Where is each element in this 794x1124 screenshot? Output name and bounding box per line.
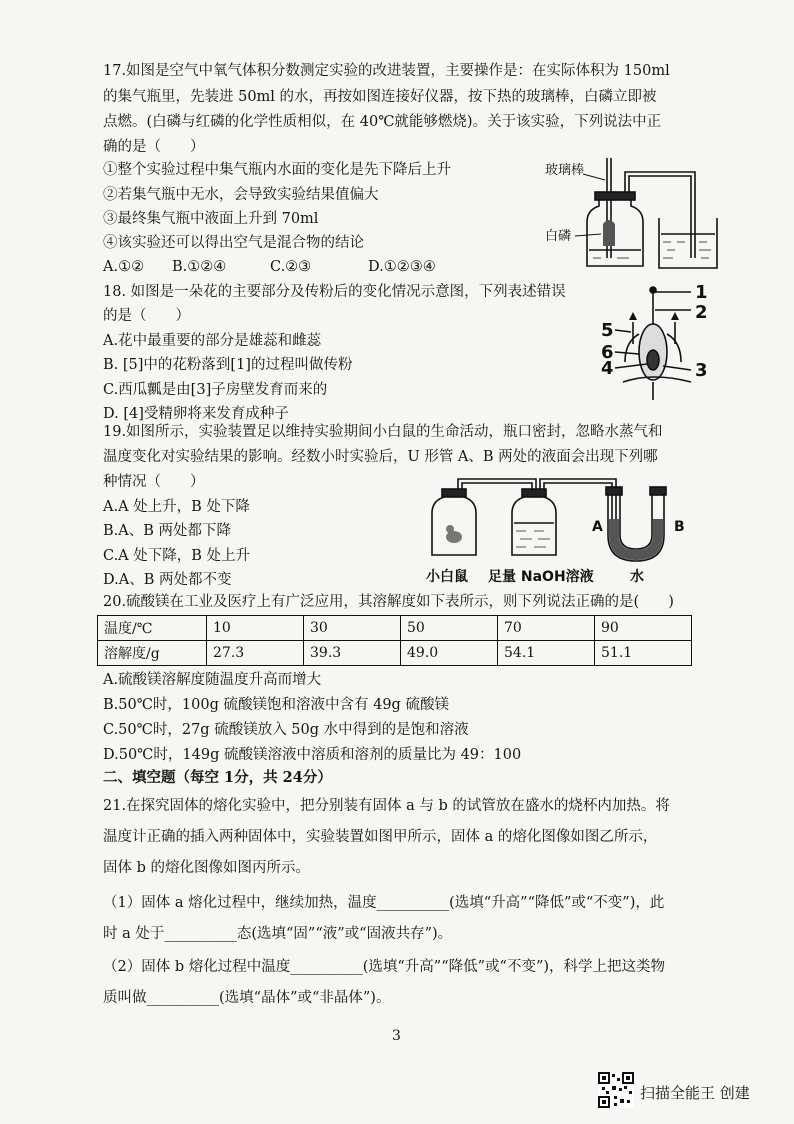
table-cell: 54.1 — [498, 641, 595, 666]
table-row — [98, 641, 692, 666]
q18-line-2: 的是（ ） — [103, 308, 190, 324]
q19-line-2: 温度变化对实验结果的影响。经数小时实验后，U 形管 A、B 两处的液面会出现下列哪 — [103, 449, 658, 465]
table-cell: 30 — [304, 616, 401, 641]
table-cell: 90 — [595, 616, 692, 641]
qr-code-icon — [598, 1072, 634, 1108]
table-cell: 50 — [401, 616, 498, 641]
q17-rod-label: 玻璃棒 — [545, 163, 585, 178]
table-cell: 39.3 — [304, 641, 401, 666]
scanner-brand-text: 扫描全能王 创建 — [640, 1084, 750, 1102]
q19-water-label: 水 — [630, 569, 644, 585]
q17-statement-4: ④该实验还可以得出空气是混合物的结论 — [103, 235, 364, 251]
section-title: 二、填空题（每空 1分，共 24分） — [103, 769, 332, 786]
q18-label-2: 2 — [695, 302, 708, 323]
q21-part-2-line-2: 质叫做__________(选填“晶体”或“非晶体”)。 — [103, 990, 391, 1006]
q18-option-b: B. [5]中的花粉落到[1]的过程叫做传粉 — [103, 357, 353, 373]
q19-option-a: A.A 处上升，B 处下降 — [103, 499, 250, 515]
q19-mouse-label: 小白鼠 — [426, 569, 468, 585]
q17-option-a: A.①② — [103, 259, 145, 275]
q17-option-b: B.①②④ — [172, 259, 227, 275]
q18-flower-figure — [595, 282, 725, 407]
table-header-temperature: 温度/℃ — [98, 616, 207, 641]
q21-line-3: 固体 b 的熔化图像如图丙所示。 — [103, 860, 310, 876]
q21-line-1: 21.在探究固体的熔化实验中，把分别装有固体 a 与 b 的试管放在盛水的烧杯内加热。将 — [103, 798, 670, 814]
q18-option-c: C.西瓜瓤是由[3]子房壁发育而来的 — [103, 382, 328, 398]
q17-line-2: 的集气瓶里，先装进 50ml 的水，再按如图连接好仪器，按下热的玻璃棒，白磷立即被 — [103, 89, 657, 105]
q19-option-d: D.A、B 两处都不变 — [103, 572, 232, 588]
q17-option-d: D.①②③④ — [368, 259, 436, 275]
table-cell: 70 — [498, 616, 595, 641]
q17-line-3: 点燃。(白磷与红磷的化学性质相似，在 40℃就能够燃烧)。关于该实验，下列说法中正 — [103, 114, 662, 130]
q18-option-a: A.花中最重要的部分是雄蕊和雌蕊 — [103, 333, 322, 349]
page-number: 3 — [392, 1028, 401, 1044]
table-cell: 10 — [207, 616, 304, 641]
q17-statement-3: ③最终集气瓶中液面上升到 70ml — [103, 211, 319, 227]
table-row — [98, 616, 692, 641]
q17-phosphorus-label: 白磷 — [545, 229, 572, 244]
table-cell: 27.3 — [207, 641, 304, 666]
q17-line-1: 17.如图是空气中氧气体积分数测定实验的改进装置，主要操作是：在实际体积为 150ml — [103, 63, 670, 79]
q19-option-c: C.A 处下降，B 处上升 — [103, 548, 251, 564]
q20-stem: 20.硫酸镁在工业及医疗上有广泛应用，其溶解度如下表所示，则下列说法正确的是( ) — [103, 594, 674, 610]
q19-label-a: A — [592, 519, 603, 535]
q19-naoh-label: 足量 NaOH溶液 — [488, 569, 594, 585]
table-cell: 49.0 — [401, 641, 498, 666]
q18-label-1: 1 — [695, 282, 708, 303]
q18-label-6: 6 — [601, 342, 614, 363]
q18-label-5: 5 — [601, 320, 614, 341]
q17-apparatus-figure — [535, 150, 720, 275]
q17-option-c: C.②③ — [270, 259, 312, 275]
q19-line-3: 种情况（ ） — [103, 474, 205, 490]
q21-part-1-line-2: 时 a 处于__________态(选填“固”“液”或“固液共存”)。 — [103, 926, 453, 942]
q19-option-b: B.A、B 两处都下降 — [103, 523, 232, 539]
q17-statement-2: ②若集气瓶中无水，会导致实验结果值偏大 — [103, 187, 379, 203]
q20-option-c: C.50℃时，27g 硫酸镁放入 50g 水中得到的是饱和溶液 — [103, 722, 469, 738]
q18-label-3: 3 — [695, 360, 708, 381]
q20-option-d: D.50℃时，149g 硫酸镁溶液中溶质和溶剂的质量比为 49：100 — [103, 747, 522, 763]
q19-line-1: 19.如图所示，实验装置足以维持实验期间小白鼠的生命活动，瓶口密封，忽略水蒸气和 — [103, 424, 663, 440]
table-header-solubility: 溶解度/g — [98, 641, 207, 666]
q19-label-b: B — [674, 519, 685, 535]
q20-option-b: B.50℃时，100g 硫酸镁饱和溶液中含有 49g 硫酸镁 — [103, 697, 449, 713]
q17-line-4: 确的是（ ） — [103, 139, 205, 155]
solubility-table — [97, 615, 692, 666]
q17-statement-1: ①整个实验过程中集气瓶内水面的变化是先下降后上升 — [103, 162, 451, 178]
q21-part-2-line-1: （2）固体 b 熔化过程中温度__________(选填“升高”“降低”或“不变”)，科学上把这类物 — [103, 959, 666, 975]
q20-option-a: A.硫酸镁溶解度随温度升高而增大 — [103, 672, 322, 688]
q18-line-1: 18. 如图是一朵花的主要部分及传粉后的变化情况示意图，下列表述错误 — [103, 284, 566, 300]
q21-part-1-line-1: （1）固体 a 熔化过程中，继续加热，温度__________(选填“升高”“降低”或“不变”)，此 — [103, 895, 665, 911]
table-cell: 51.1 — [595, 641, 692, 666]
q21-line-2: 温度计正确的插入两种固体中，实验装置如图甲所示，固体 a 的熔化图像如图乙所示， — [103, 829, 658, 845]
q18-option-d: D. [4]受精卵将来发育成种子 — [103, 406, 289, 422]
q18-label-4: 4 — [601, 358, 614, 379]
q19-apparatus-figure — [420, 475, 705, 590]
